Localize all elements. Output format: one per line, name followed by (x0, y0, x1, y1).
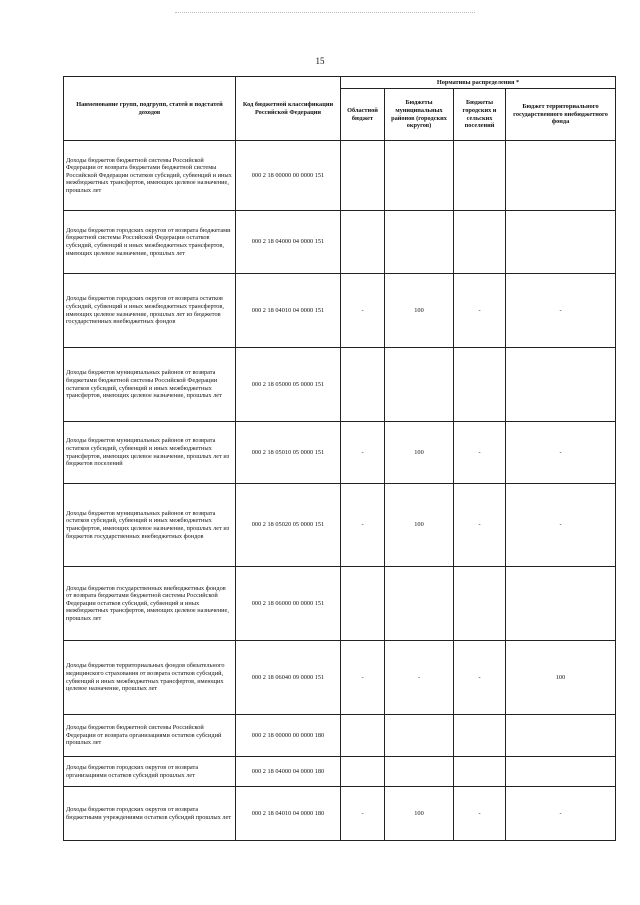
row-municipal-value: - (385, 641, 454, 715)
row-code: 000 2 18 00000 00 0000 151 (236, 141, 341, 211)
header-code-column: Код бюджетной классификации Российской Федерации (236, 77, 341, 141)
row-municipal-value: 100 (385, 422, 454, 484)
row-fund-value (506, 211, 616, 274)
header-regional-budget: Областной бюджет (341, 89, 385, 141)
row-municipal-value: 100 (385, 274, 454, 348)
row-fund-value (506, 757, 616, 787)
row-fund-value (506, 715, 616, 757)
revenue-distribution-table (63, 76, 616, 841)
header-distribution-group: Нормативы распределения * (341, 77, 616, 89)
table-row (64, 641, 616, 715)
row-regional-value (341, 211, 385, 274)
table-row (64, 484, 616, 567)
row-settlement-value: - (454, 274, 506, 348)
row-name: Доходы бюджетов городских округов от возврата организациями остатков субсидий прошлых лет (64, 757, 236, 787)
row-settlement-value (454, 757, 506, 787)
row-fund-value (506, 348, 616, 422)
row-code: 000 2 18 00000 00 0000 180 (236, 715, 341, 757)
row-settlement-value (454, 211, 506, 274)
header-territorial-fund: Бюджет территориального государственного внебюджетного фонда (506, 89, 616, 141)
row-regional-value (341, 567, 385, 641)
row-name: Доходы бюджетов муниципальных районов от возврата остатков субсидий, субвенций и иных межбюджетных трансфертов, имеющих целевое назначение, прошлых лет из бюджетов государственных внебюджетных фондов (64, 484, 236, 567)
row-code: 000 2 18 06000 00 0000 151 (236, 567, 341, 641)
row-fund-value: - (506, 787, 616, 841)
header-settlement-budgets: Бюджеты городских и сельских поселений (454, 89, 506, 141)
row-name: Доходы бюджетов городских округов от возврата остатков субсидий, субвенций и иных межбюджетных трансфертов, имеющих целевое назначение, прошлых лет из бюджетов государственных внебюджетных фондов (64, 274, 236, 348)
row-name: Доходы бюджетов муниципальных районов от возврата остатков субсидий, субвенций и иных межбюджетных трансфертов, имеющих целевое назначение, прошлых лет из бюджетов поселений (64, 422, 236, 484)
row-municipal-value (385, 141, 454, 211)
row-name: Доходы бюджетов муниципальных районов от возврата бюджетами бюджетной системы Российской Федерации остатков субсидий, субвенций и иных межбюджетных трансфертов, имеющих целевое назначение, прошлых лет (64, 348, 236, 422)
row-name: Доходы бюджетов городских округов от возврата бюджетами бюджетной системы Российской Федерации остатков субсидий, субвенций и иных межбюджетных трансфертов, имеющих целевое назначение, прошлых лет (64, 211, 236, 274)
header-name-column: Наименование групп, подгрупп, статей и подстатей доходов (64, 77, 236, 141)
row-regional-value: - (341, 484, 385, 567)
row-settlement-value (454, 715, 506, 757)
row-settlement-value: - (454, 484, 506, 567)
row-fund-value: 100 (506, 641, 616, 715)
row-regional-value (341, 348, 385, 422)
row-settlement-value: - (454, 422, 506, 484)
row-regional-value (341, 715, 385, 757)
table-header (64, 77, 616, 141)
table-row (64, 211, 616, 274)
row-fund-value: - (506, 484, 616, 567)
row-municipal-value (385, 757, 454, 787)
row-regional-value: - (341, 422, 385, 484)
table-body (64, 141, 616, 841)
scan-artifact-line (175, 12, 475, 13)
row-name: Доходы бюджетов бюджетной системы Российской Федерации от возврата бюджетами бюджетной системы Российской Федерации остатков субсидий, субвенций и иных межбюджетных трансфертов, имеющих целевое назначение, прошлых лет (64, 141, 236, 211)
table-row (64, 757, 616, 787)
row-settlement-value (454, 141, 506, 211)
table-row (64, 787, 616, 841)
row-code: 000 2 18 05000 05 0000 151 (236, 348, 341, 422)
row-regional-value: - (341, 787, 385, 841)
table-row (64, 141, 616, 211)
row-settlement-value (454, 567, 506, 641)
row-code: 000 2 18 05020 05 0000 151 (236, 484, 341, 567)
table-row (64, 715, 616, 757)
row-name: Доходы бюджетов городских округов от возврата бюджетными учреждениями остатков субсидий прошлых лет (64, 787, 236, 841)
table-row (64, 274, 616, 348)
row-regional-value: - (341, 641, 385, 715)
row-municipal-value: 100 (385, 484, 454, 567)
row-regional-value: - (341, 274, 385, 348)
row-regional-value (341, 141, 385, 211)
row-code: 000 2 18 04010 04 0000 151 (236, 274, 341, 348)
table-row (64, 567, 616, 641)
row-code: 000 2 18 04000 04 0000 180 (236, 757, 341, 787)
row-municipal-value: 100 (385, 787, 454, 841)
row-fund-value (506, 141, 616, 211)
row-code: 000 2 18 06040 09 0000 151 (236, 641, 341, 715)
row-code: 000 2 18 04010 04 0000 180 (236, 787, 341, 841)
row-municipal-value (385, 567, 454, 641)
row-municipal-value (385, 715, 454, 757)
row-settlement-value: - (454, 641, 506, 715)
row-fund-value (506, 567, 616, 641)
row-name: Доходы бюджетов территориальных фондов обязательного медицинского страхования от возврата остатков субсидий, субвенций и иных межбюджетных трансфертов, имеющих целевое назначение, прошлых лет (64, 641, 236, 715)
row-municipal-value (385, 211, 454, 274)
row-settlement-value: - (454, 787, 506, 841)
row-fund-value: - (506, 274, 616, 348)
table-row (64, 348, 616, 422)
row-settlement-value (454, 348, 506, 422)
row-name: Доходы бюджетов бюджетной системы Российской Федерации от возврата организациями остатков субсидий прошлых лет (64, 715, 236, 757)
page-number: 15 (315, 56, 325, 66)
row-code: 000 2 18 05010 05 0000 151 (236, 422, 341, 484)
row-name: Доходы бюджетов государственных внебюджетных фондов от возврата бюджетами бюджетной системы Российской Федерации остатков субсидий, субвенций и иных межбюджетных трансфертов, имеющих целевое назначение, прошлых лет (64, 567, 236, 641)
row-code: 000 2 18 04000 04 0000 151 (236, 211, 341, 274)
header-municipal-budgets: Бюджеты муниципальных районов (городских округов) (385, 89, 454, 141)
table-row (64, 422, 616, 484)
row-regional-value (341, 757, 385, 787)
row-fund-value: - (506, 422, 616, 484)
row-municipal-value (385, 348, 454, 422)
